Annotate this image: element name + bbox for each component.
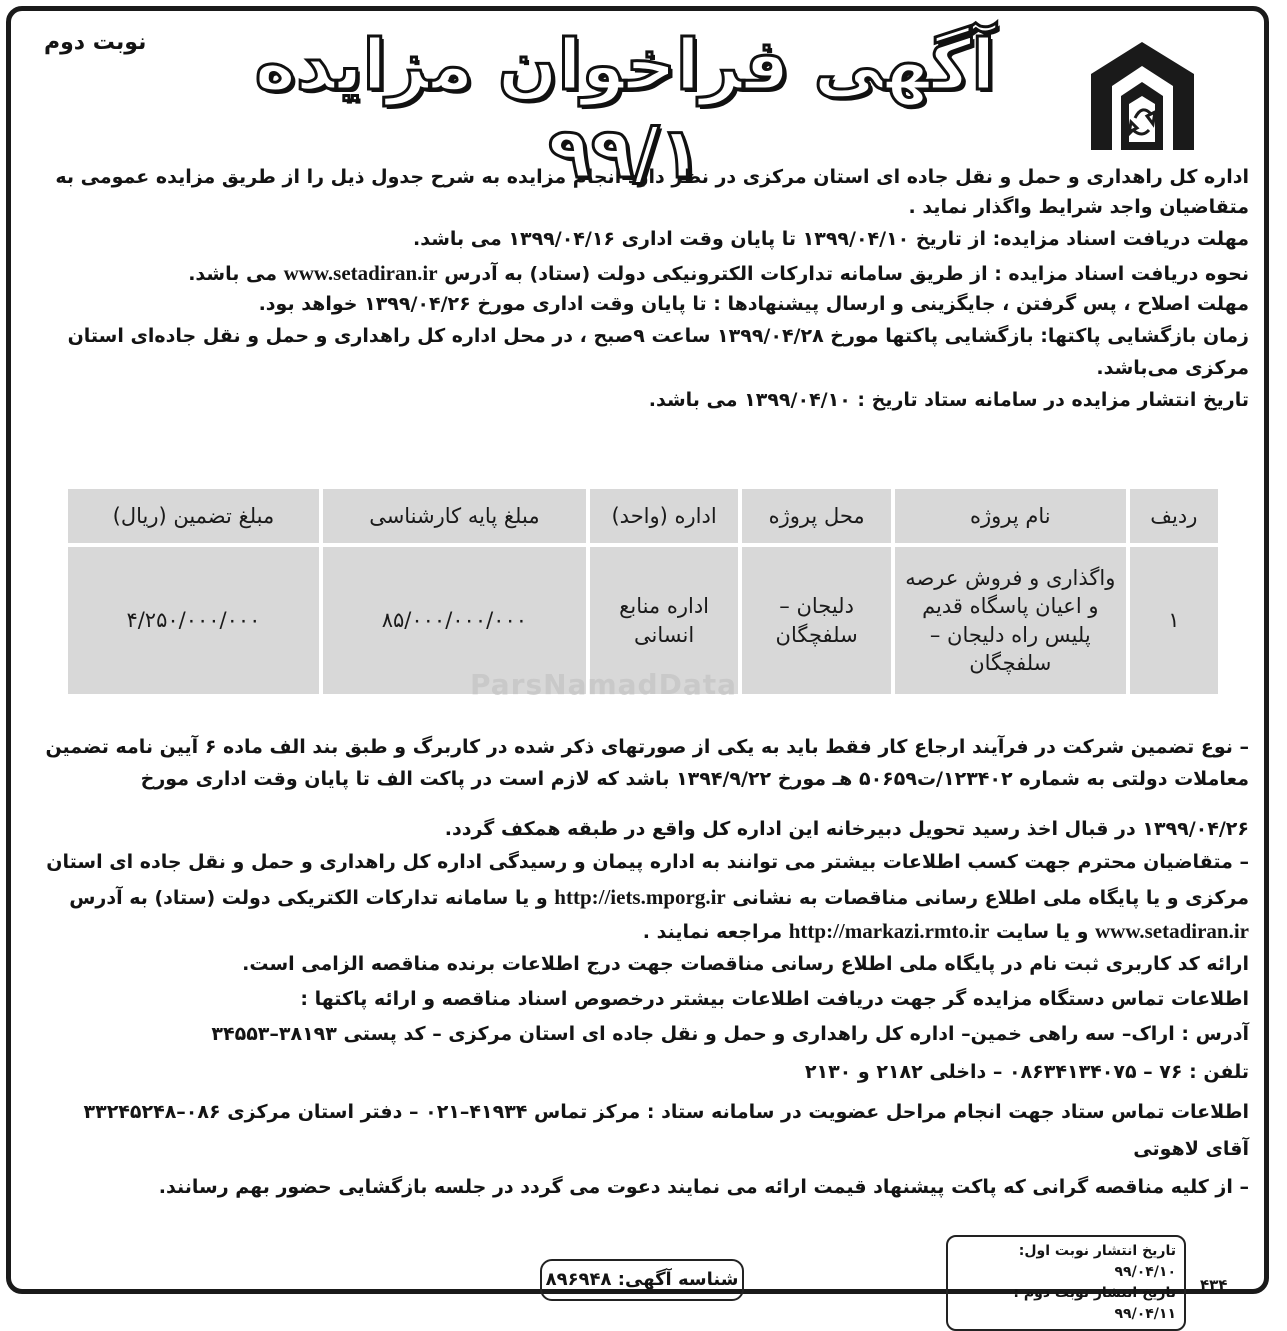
header-department: اداره (واحد) [590,489,739,543]
info-line-3-suffix: مراجعه نمایند . [642,921,783,943]
cell-department: اداره منابع انسانی [590,547,739,694]
opening-line-2: مرکزی می‌باشد. [1096,357,1249,379]
cell-row-number: ۱ [1130,547,1218,694]
registration-note: ارائه کد کاربری ثبت نام در پایگاه ملی اطلاع رسانی مناقصات جهت درج اطلاعات برنده مناقصه الزامی است. [242,953,1249,975]
road-transport-logo-icon [1085,38,1200,153]
opening-line-1: زمان بازگشایی پاکتها: بازگشایی پاکتها مورخ ۱۳۹۹/۰۴/۲۸ ساعت ۹صبح ، در محل اداره کل راهداری و حمل و نقل جاده‌ای استان [67,325,1249,347]
docs-method-suffix: می باشد. [188,263,277,285]
info-line-2-suffix: و یا سامانه تدارکات الکتریکی دولت (ستاد) به آدرس [69,887,548,909]
header-project-name: نام پروژه [895,489,1126,543]
publish-date-second: تاریخ انتشار نوبت دوم : ۹۹/۰۴/۱۱ [1013,1285,1176,1322]
contact-title: اطلاعات تماس دستگاه مزایده گر جهت دریافت اطلاعات بیشتر درخصوص اسناد مناقصه و ارائه پاکتها : [300,988,1249,1010]
info-line-3-mid: و یا سایت [996,921,1089,943]
info-line-2-prefix: مرکزی و یا پایگاه ملی اطلاع رسانی مناقصات به نشانی [732,887,1249,909]
invitation: – از کلیه مناقصه گرانی که پاکت پیشنهاد قیمت ارائه می نمایند دعوت می گردد در جلسه بازگشایی حضور بهم رسانند. [158,1176,1249,1198]
setadiran-link-2[interactable]: www.setadiran.ir [1095,919,1249,943]
address: آدرس : اراک– سه راهی خمین– اداره کل راهداری و حمل و نقل جاده ای استان مرکزی – کد پستی ۳۸۱۹۳–۳۴۵۵۳ [211,1023,1249,1045]
table-header-row [68,489,1218,543]
info-line-1: – متقاضیان محترم جهت کسب اطلاعات بیشتر می توانند به اداره پیمان و رسیدگی اداره کل راهداری و حمل و نقل جاده ای استان [46,851,1249,873]
publish-date: تاریخ انتشار مزایده در سامانه ستاد تاریخ : ۱۳۹۹/۰۴/۱۰ می باشد. [648,389,1249,411]
info-line-2 [69,881,1249,914]
intro-line-1: اداره کل راهداری و حمل و نقل جاده ای استان مرکزی در نظر دارد انجام مزایده به شرح جدول ذیل را از طریق مزایده عمومی به [55,166,1249,188]
watermark: ParsNamadData [470,668,737,701]
docs-method-prefix: نحوه دریافت اسناد مزایده : از طریق سامانه تدارکات الکترونیکی دولت (ستاد) به آدرس [444,263,1249,285]
ad-id-badge: شناسه آگهی: ۸۹۶۹۴۸ [540,1259,744,1301]
guarantee-line-2: معاملات دولتی به شماره ۱۲۳۴۰۲/ت۵۰۶۵۹ هـ مورخ ۱۳۹۴/۹/۲۲ باشد که لازم است در پاکت الف تا پایان وقت اداری مورخ [140,768,1249,790]
cell-base-price: ۸۵/۰۰۰/۰۰۰/۰۰۰ [323,547,586,694]
header-base-price: مبلغ پایه کارشناسی [323,489,586,543]
header-project-location: محل پروژه [742,489,891,543]
publish-date-first: تاریخ انتشار نوبت اول: ۹۹/۰۴/۱۰ [1018,1243,1176,1280]
info-line-3 [643,915,1249,948]
docs-method [188,257,1249,290]
intro-line-2: متقاضیان واجد شرایط واگذار نماید . [908,196,1249,218]
docs-deadline: مهلت دریافت اسناد مزایده: از تاریخ ۱۳۹۹/۰۴/۱۰ تا پایان وقت اداری ۱۳۹۹/۰۴/۱۶ می باشد. [413,228,1249,250]
header-row-number: ردیف [1130,489,1218,543]
cell-project-name: واگذاری و فروش عرصه و اعیان پاسگاه قدیم پلیس راه دلیجان – سلفچگان [895,547,1126,694]
page-number: ۴۳۴ [1200,1276,1228,1294]
markazi-rmto-link[interactable]: http://markazi.rmto.ir [788,919,990,943]
iets-link[interactable]: http://iets.mporg.ir [554,885,726,909]
guarantee-line-1: – نوع تضمین شرکت در فرآیند ارجاع کار فقط باید به یکی از صورتهای ذکر شده در کاربرگ و طبق بند الف ماده ۶ آیین نامه تضمین [45,736,1249,758]
guarantee-line-3: ۱۳۹۹/۰۴/۲۶ در قبال اخذ رسید تحویل دبیرخانه این اداره کل واقع در طبقه همکف گردد. [444,818,1249,840]
notice-title: آگهی فراخوان مزایده ۹۹/۱ [254,24,996,194]
cell-guarantee-amount: ۴/۲۵۰/۰۰۰/۰۰۰ [68,547,319,694]
round-label: نوبت دوم [44,30,147,55]
setad-contact-line-1: اطلاعات تماس ستاد جهت انجام مراحل عضویت در سامانه ستاد : مرکز تماس ۴۱۹۳۴–۰۲۱ – دفتر استان مرکزی ۰۸۶–۳۳۲۴۵۲۴۸ [83,1101,1249,1123]
setad-contact-line-2: آقای لاهوتی [1133,1138,1249,1160]
auction-table [64,485,1222,698]
setadiran-link[interactable]: www.setadiran.ir [283,261,438,285]
publish-dates-box [946,1235,1186,1331]
phone: تلفن : ۷۶ – ۰۸۶۳۴۱۳۴۰۷۵ – داخلی ۲۱۸۲ و ۲۱۳۰ [804,1061,1249,1083]
header-guarantee-amount: مبلغ تضمین (ریال) [68,489,319,543]
cell-project-location: دلیجان – سلفچگان [742,547,891,694]
offers-deadline: مهلت اصلاح ، پس گرفتن ، جایگزینی و ارسال پیشنهادها : تا پایان وقت اداری مورخ ۱۳۹۹/۰۴/۲۶ خواهد بود. [258,293,1249,315]
